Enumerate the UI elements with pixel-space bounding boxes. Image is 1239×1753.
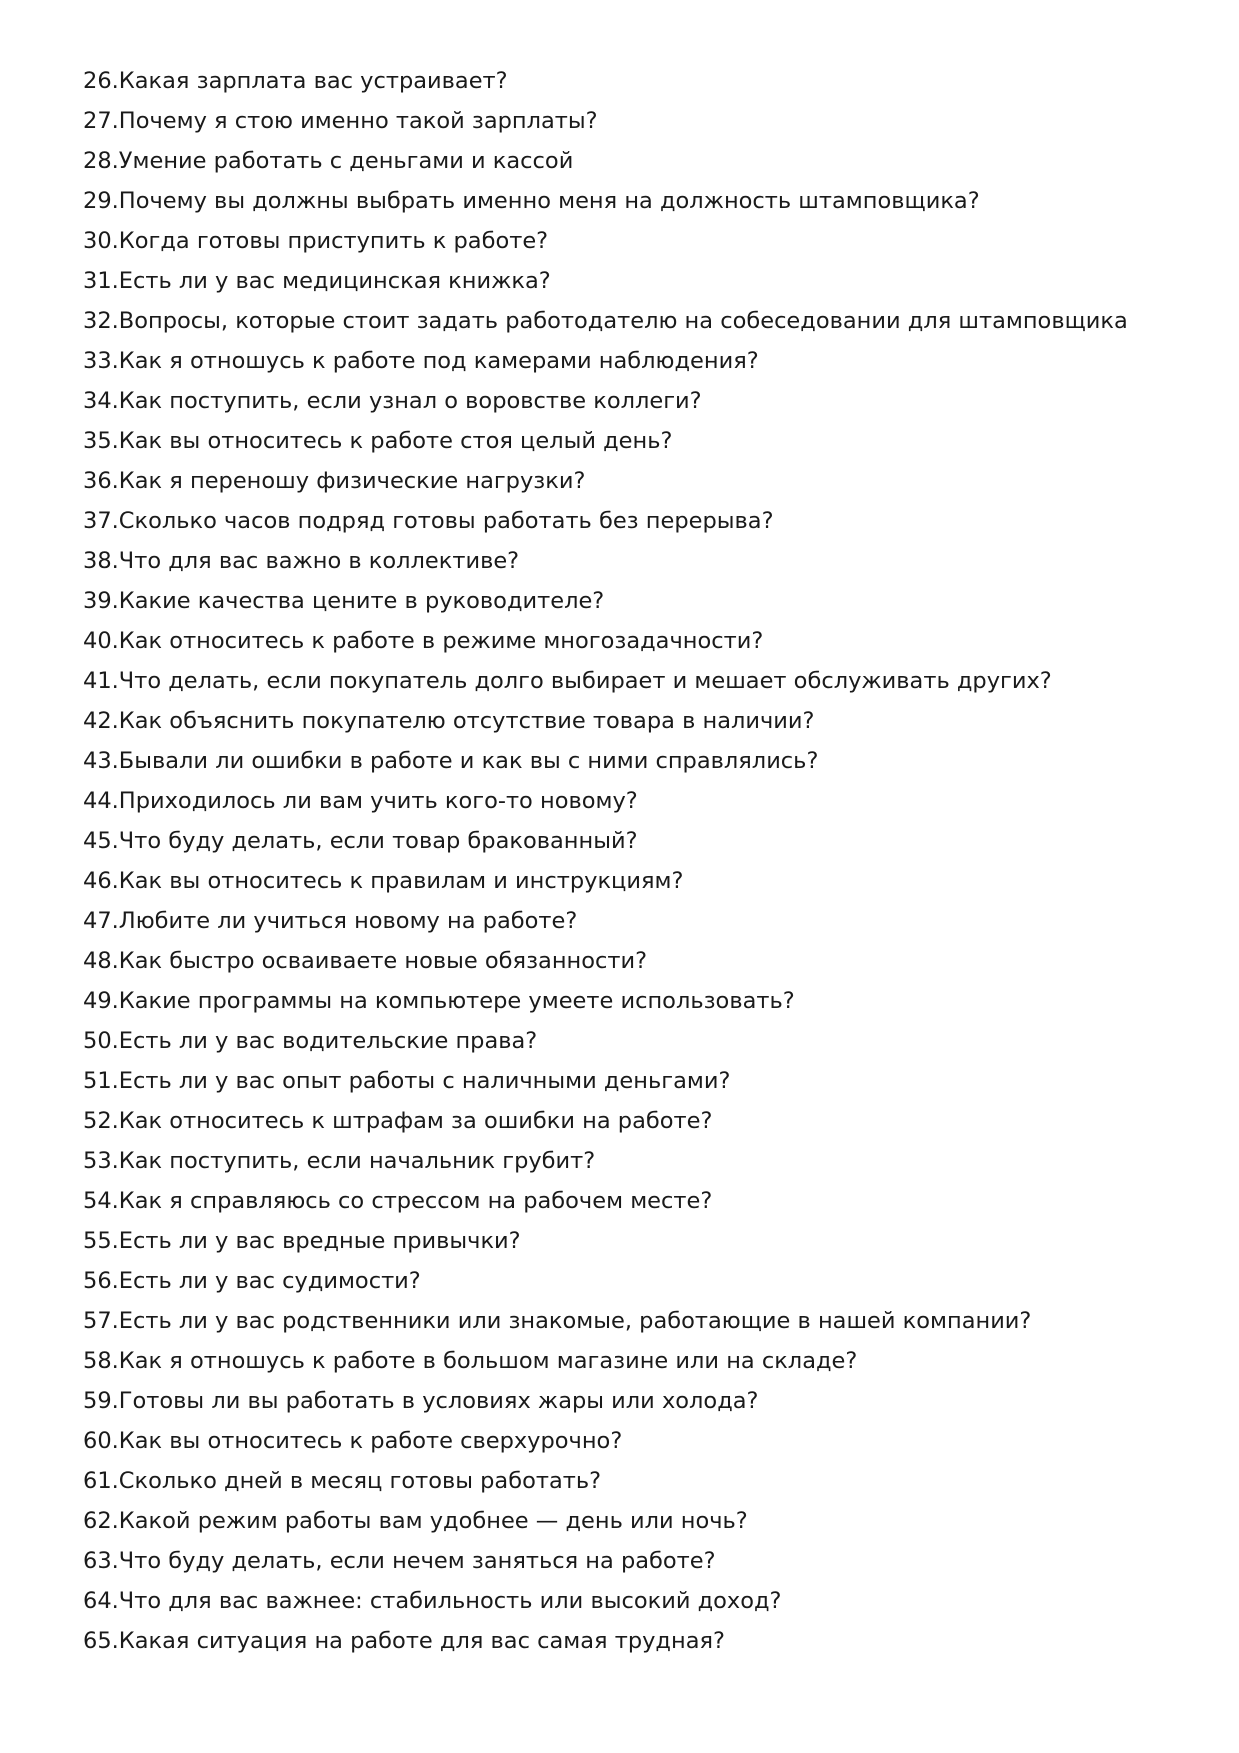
question-item (83, 701, 1128, 741)
question-number: 64. (83, 1588, 119, 1614)
question-item (83, 181, 1128, 221)
question-text: Как относитесь к работе в режиме многозадачности? (118, 628, 764, 654)
question-item (83, 1261, 1128, 1301)
question-item (83, 981, 1128, 1021)
question-number: 45. (83, 828, 119, 854)
question-item (83, 861, 1128, 901)
question-item (83, 1501, 1128, 1541)
question-text: Есть ли у вас водительские права? (118, 1028, 538, 1054)
question-number: 33. (83, 348, 119, 374)
question-item (83, 1221, 1128, 1261)
question-item (83, 301, 1128, 341)
question-number: 35. (83, 428, 119, 454)
question-item (83, 61, 1128, 101)
question-item (83, 1541, 1128, 1581)
question-number: 30. (83, 228, 119, 254)
question-number: 52. (83, 1108, 119, 1134)
question-number: 61. (83, 1468, 119, 1494)
question-item (83, 421, 1128, 461)
question-text: Как вы относитесь к правилам и инструкциям? (118, 868, 684, 894)
question-text: Как я отношусь к работе под камерами наблюдения? (118, 348, 759, 374)
question-text: Что для вас важнее: стабильность или высокий доход? (118, 1588, 782, 1614)
question-item (83, 1621, 1128, 1661)
question-number: 62. (83, 1508, 119, 1534)
question-text: Когда готовы приступить к работе? (118, 228, 549, 254)
question-item (83, 381, 1128, 421)
question-text: Как вы относитесь к работе стоя целый день? (118, 428, 673, 454)
question-text: Есть ли у вас опыт работы с наличными деньгами? (118, 1068, 731, 1094)
question-number: 27. (83, 108, 119, 134)
question-item (83, 261, 1128, 301)
question-item (83, 781, 1128, 821)
question-item (83, 1421, 1128, 1461)
question-item (83, 661, 1128, 701)
question-number: 49. (83, 988, 119, 1014)
question-text: Как я отношусь к работе в большом магазине или на складе? (118, 1348, 858, 1374)
question-item (83, 1341, 1128, 1381)
question-item (83, 1061, 1128, 1101)
question-number: 55. (83, 1228, 119, 1254)
question-text: Как я переношу физические нагрузки? (118, 468, 586, 494)
question-number: 43. (83, 748, 119, 774)
question-item (83, 221, 1128, 261)
question-text: Вопросы, которые стоит задать работодателю на собеседовании для штамповщика (118, 308, 1128, 334)
question-text: Какая зарплата вас устраивает? (118, 68, 508, 94)
question-item (83, 141, 1128, 181)
question-number: 48. (83, 948, 119, 974)
question-text: Как вы относитесь к работе сверхурочно? (118, 1428, 623, 1454)
question-text: Есть ли у вас медицинская книжка? (118, 268, 551, 294)
question-item (83, 501, 1128, 541)
question-number: 38. (83, 548, 119, 574)
question-text: Бывали ли ошибки в работе и как вы с ними справлялись? (118, 748, 819, 774)
question-text: Есть ли у вас судимости? (118, 1268, 421, 1294)
question-text: Какие качества цените в руководителе? (118, 588, 605, 614)
question-text: Как поступить, если узнал о воровстве коллеги? (118, 388, 702, 414)
question-list (83, 61, 1128, 1661)
question-number: 59. (83, 1388, 119, 1414)
question-text: Сколько дней в месяц готовы работать? (118, 1468, 602, 1494)
question-item (83, 621, 1128, 661)
question-number: 53. (83, 1148, 119, 1174)
question-text: Как я справляюсь со стрессом на рабочем месте? (118, 1188, 713, 1214)
question-item (83, 1101, 1128, 1141)
question-number: 50. (83, 1028, 119, 1054)
question-number: 44. (83, 788, 119, 814)
question-text: Что буду делать, если нечем заняться на работе? (118, 1548, 716, 1574)
question-text: Приходилось ли вам учить кого-то новому? (118, 788, 638, 814)
question-text: Почему я стою именно такой зарплаты? (118, 108, 598, 134)
question-item (83, 101, 1128, 141)
question-number: 36. (83, 468, 119, 494)
question-text: Что для вас важно в коллективе? (118, 548, 520, 574)
question-text: Почему вы должны выбрать именно меня на должность штамповщика? (118, 188, 980, 214)
question-number: 42. (83, 708, 119, 734)
question-item (83, 741, 1128, 781)
question-text: Любите ли учиться новому на работе? (118, 908, 578, 934)
question-item (83, 821, 1128, 861)
question-text: Есть ли у вас вредные привычки? (118, 1228, 521, 1254)
question-number: 65. (83, 1628, 119, 1654)
question-text: Что буду делать, если товар бракованный? (118, 828, 638, 854)
question-number: 58. (83, 1348, 119, 1374)
question-number: 46. (83, 868, 119, 894)
question-item (83, 1301, 1128, 1341)
question-item (83, 1381, 1128, 1421)
question-item (83, 941, 1128, 981)
question-number: 28. (83, 148, 119, 174)
question-item (83, 341, 1128, 381)
question-item (83, 1141, 1128, 1181)
question-number: 31. (83, 268, 119, 294)
question-text: Какие программы на компьютере умеете использовать? (118, 988, 795, 1014)
question-item (83, 1581, 1128, 1621)
question-text: Сколько часов подряд готовы работать без перерыва? (118, 508, 774, 534)
question-text: Как относитесь к штрафам за ошибки на работе? (118, 1108, 713, 1134)
question-number: 39. (83, 588, 119, 614)
question-number: 57. (83, 1308, 119, 1334)
question-text: Что делать, если покупатель долго выбирает и мешает обслуживать других? (118, 668, 1052, 694)
question-text: Умение работать с деньгами и кассой (118, 148, 574, 174)
question-item (83, 901, 1128, 941)
question-number: 26. (83, 68, 119, 94)
question-number: 56. (83, 1268, 119, 1294)
question-text: Какая ситуация на работе для вас самая трудная? (118, 1628, 725, 1654)
question-text: Как поступить, если начальник грубит? (118, 1148, 596, 1174)
question-text: Есть ли у вас родственники или знакомые, работающие в нашей компании? (118, 1308, 1032, 1334)
question-item (83, 1021, 1128, 1061)
question-number: 34. (83, 388, 119, 414)
question-number: 51. (83, 1068, 119, 1094)
question-text: Как объяснить покупателю отсутствие товара в наличии? (118, 708, 815, 734)
question-number: 41. (83, 668, 119, 694)
question-number: 29. (83, 188, 119, 214)
question-number: 63. (83, 1548, 119, 1574)
question-number: 47. (83, 908, 119, 934)
question-text: Какой режим работы вам удобнее — день или ночь? (118, 1508, 748, 1534)
question-number: 60. (83, 1428, 119, 1454)
question-number: 37. (83, 508, 119, 534)
question-number: 54. (83, 1188, 119, 1214)
question-item (83, 461, 1128, 501)
question-number: 40. (83, 628, 119, 654)
question-number: 32. (83, 308, 119, 334)
question-text: Как быстро осваиваете новые обязанности? (118, 948, 648, 974)
question-item (83, 1461, 1128, 1501)
question-item (83, 541, 1128, 581)
question-item (83, 1181, 1128, 1221)
question-text: Готовы ли вы работать в условиях жары или холода? (118, 1388, 759, 1414)
question-item (83, 581, 1128, 621)
